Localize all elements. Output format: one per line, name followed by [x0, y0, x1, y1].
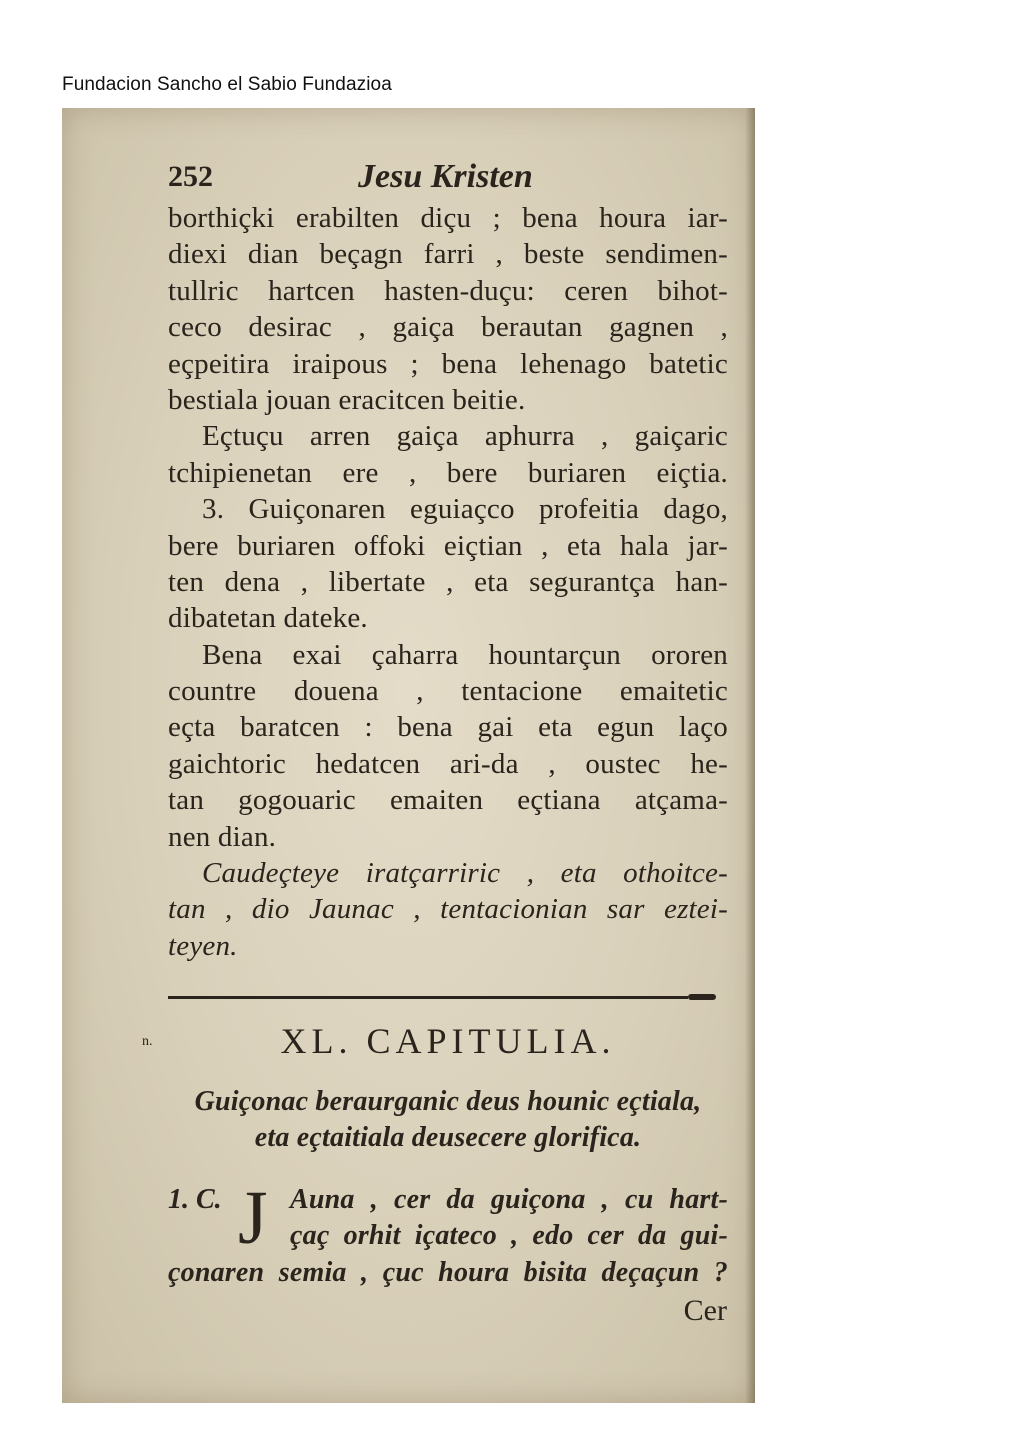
- page-scan: [62, 108, 755, 1403]
- text-line: gaichtoric hedatcen ari-da , oustec he-: [168, 747, 728, 780]
- quote-line: teyen.: [168, 929, 238, 962]
- text-line: Eçtuçu arren gaiça aphurra , gaiçaric: [202, 420, 728, 453]
- text-line: bestiala jouan eracitcen beitie.: [168, 383, 526, 416]
- text-line: tan gogouaric emaiten eçtiana atçama-: [168, 784, 728, 817]
- text-line: borthiçki erabilten diçu ; bena houra iar-: [168, 202, 728, 234]
- text-line: nen dian.: [168, 820, 277, 853]
- text-line: 3. Guiçonaren eguiaçco profeitia dago,: [202, 493, 728, 526]
- catchword: Cer: [683, 1294, 727, 1327]
- body-text: [168, 200, 728, 964]
- text-line: countre douena , tentacione emaitetic: [168, 675, 728, 708]
- text-line: eçpeitira iraipous ; bena lehenago batetic: [168, 347, 728, 380]
- verse-label: 1. C.: [168, 1184, 222, 1215]
- text-line: Bena exai çaharra hountarçun ororen: [202, 638, 728, 671]
- text-line: bere buriaren offoki eiçtian , eta hala jar-: [168, 529, 728, 562]
- source-label: Fundacion Sancho el Sabio Fundazioa: [62, 74, 392, 95]
- verse-line: çonaren semia , çuc houra bisita deçaçun ?: [168, 1256, 728, 1288]
- running-head: Jesu Kristen: [358, 158, 533, 195]
- chapter-summary: [168, 1084, 728, 1157]
- text-line: eçta baratcen : bena gai eta egun laço: [168, 711, 728, 744]
- summary-line: Guiçonac beraurganic deus hounic eçtiala,: [194, 1086, 702, 1117]
- text-line: ceco desirac , gaiça berautan gagnen ,: [168, 311, 728, 344]
- summary-line: eta eçtaitiala deusecere glorifica.: [254, 1122, 642, 1154]
- margin-mark: n.: [142, 1034, 153, 1049]
- quote-line: Caudeçteye iratçarriric , eta othoitce-: [202, 857, 728, 890]
- chapter-title: XL. CAPITULIA.: [280, 1021, 616, 1061]
- text-line: dibatetan dateke.: [168, 602, 368, 635]
- drop-cap: J: [238, 1176, 268, 1260]
- text-line: diexi dian beçagn farri , beste sendimen-: [168, 238, 728, 271]
- verse-line: çaç orhit içateco , edo cer da gui-: [290, 1220, 728, 1252]
- quote-line: tan , dio Jaunac , tentacionian sar eztei-: [168, 893, 728, 926]
- section-rule: [168, 996, 688, 999]
- page-header: [168, 158, 728, 202]
- section-rule-end: [688, 994, 716, 1000]
- text-line: ten dena , libertate , eta segurantça han-: [168, 565, 728, 598]
- verse-line: Auna , cer da guiçona , cu hart-: [290, 1184, 728, 1215]
- page-number: 252: [168, 160, 213, 193]
- text-line: tchipienetan ere , bere buriaren eiçtia.: [168, 456, 728, 489]
- text-line: tullric hartcen hasten-duçu: ceren bihot-: [168, 274, 728, 307]
